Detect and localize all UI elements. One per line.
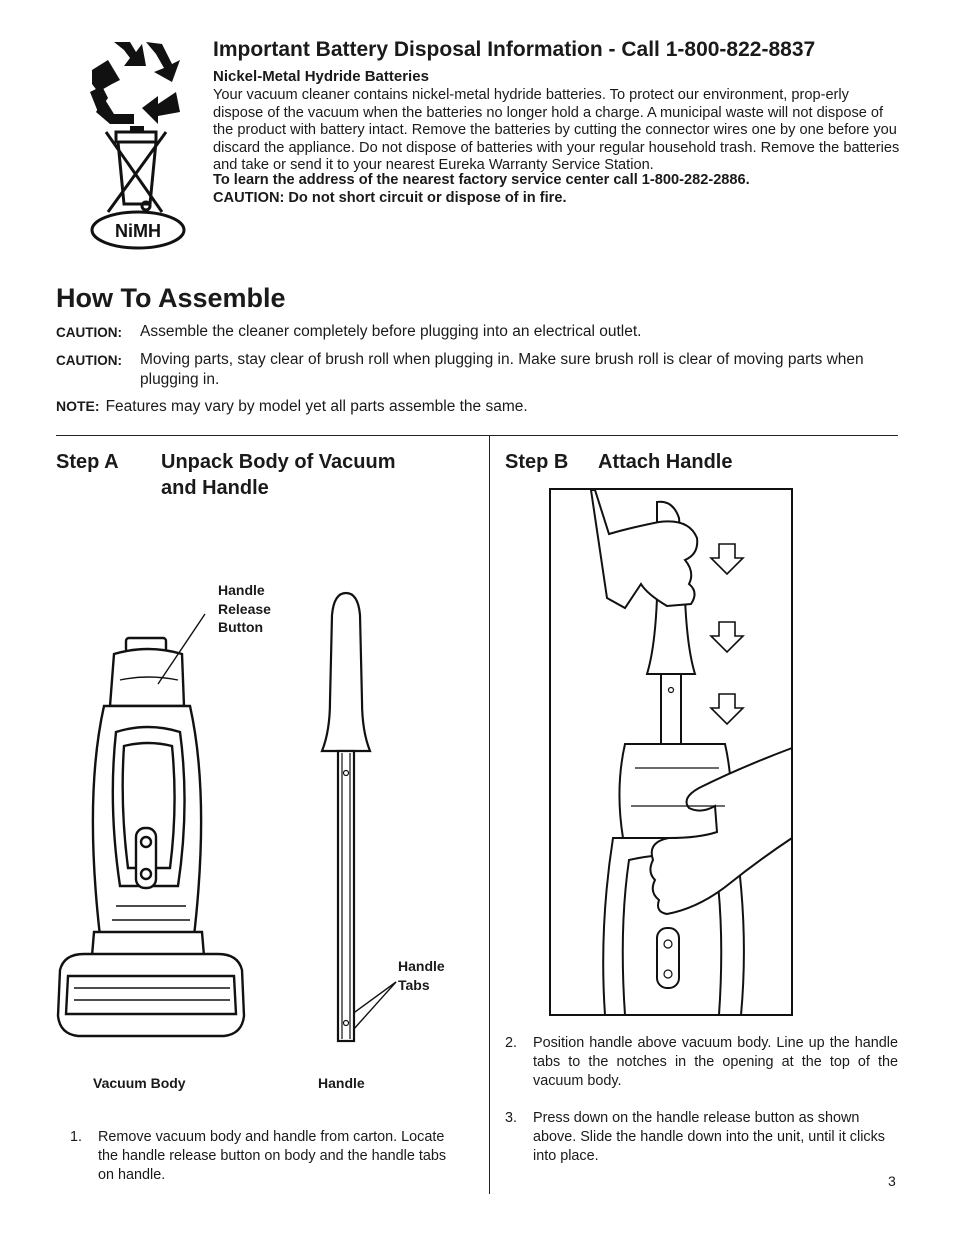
vacuum-body-caption: Vacuum Body: [93, 1075, 186, 1091]
fire-caution-line: CAUTION: Do not short circuit or dispose of in fire.: [213, 190, 567, 206]
step-b-title: Attach Handle: [598, 451, 733, 473]
handle-tabs-callout: [398, 957, 445, 994]
step-a-label: Step A: [56, 451, 119, 473]
nimh-label: NiMH: [115, 221, 161, 241]
note-text: Features may vary by model yet all parts assemble the same.: [105, 398, 528, 415]
instruction-1-text: Remove vacuum body and handle from carton. Locate the handle release button on body and the handle tabs on handle.: [98, 1129, 447, 1184]
battery-body-text: Your vacuum cleaner contains nickel-metal hydride batteries. To protect our environment, prop-erly dispose of the vacuum when the batteries no longer hold a charge. A municipal waste will not dispose of the product with battery intact. Remove the batteries by cutting the connector wires one by one before you discard the appliance. Do not dispose of batteries with your regular household trash. Remove the batteries and take or send it to your nearest Eureka Warranty Service Station.: [213, 87, 900, 174]
instruction-1: [70, 1128, 464, 1186]
assemble-title: How To Assemble: [56, 283, 286, 313]
instruction-3-text: Press down on the handle release button as shown above. Slide the handle down into the unit, until it clicks into place.: [533, 1110, 885, 1165]
step-b-label: Step B: [505, 451, 569, 473]
caution-2-text: Moving parts, stay clear of brush roll when plugging in. Make sure brush roll is clear of moving parts when plugging in.: [140, 351, 864, 388]
step-a-title-line1: Unpack Body of Vacuum: [161, 451, 396, 473]
instruction-2-number: 2.: [505, 1035, 518, 1051]
note-label: NOTE:: [56, 398, 100, 414]
battery-disposal-title: Important Battery Disposal Information - Call 1-800-822-8837: [213, 38, 816, 61]
attach-handle-illustration: [549, 488, 793, 1016]
step-a-title-line2: and Handle: [161, 477, 269, 499]
handle-illustration: [318, 591, 374, 1043]
instruction-3: [505, 1109, 898, 1167]
caution-2-label: CAUTION:: [56, 353, 122, 368]
handle-caption: Handle: [318, 1075, 365, 1091]
caution-1-label: CAUTION:: [56, 325, 122, 340]
release-button-callout: [218, 581, 271, 637]
instruction-2-text: Position handle above vacuum body. Line up the handle tabs to the notches in the opening at the top of the vacuum body.: [533, 1035, 898, 1090]
instruction-2: [505, 1034, 898, 1092]
caution-1-text: Assemble the cleaner completely before plugging into an electrical outlet.: [140, 323, 642, 340]
release-callout-line2: Release: [218, 600, 271, 617]
tabs-callout-line2: Tabs: [398, 976, 430, 993]
tabs-callout-line1: Handle: [398, 958, 445, 974]
release-callout-line1: Handle: [218, 582, 265, 598]
instruction-3-number: 3.: [505, 1110, 518, 1126]
battery-subtitle: Nickel-Metal Hydride Batteries: [213, 68, 429, 85]
release-callout-line3: Button: [218, 619, 264, 635]
page-number: 3: [888, 1173, 896, 1189]
instruction-1-number: 1.: [70, 1129, 83, 1145]
service-center-line: To learn the address of the nearest factory service center call 1-800-282-2886.: [213, 172, 750, 188]
